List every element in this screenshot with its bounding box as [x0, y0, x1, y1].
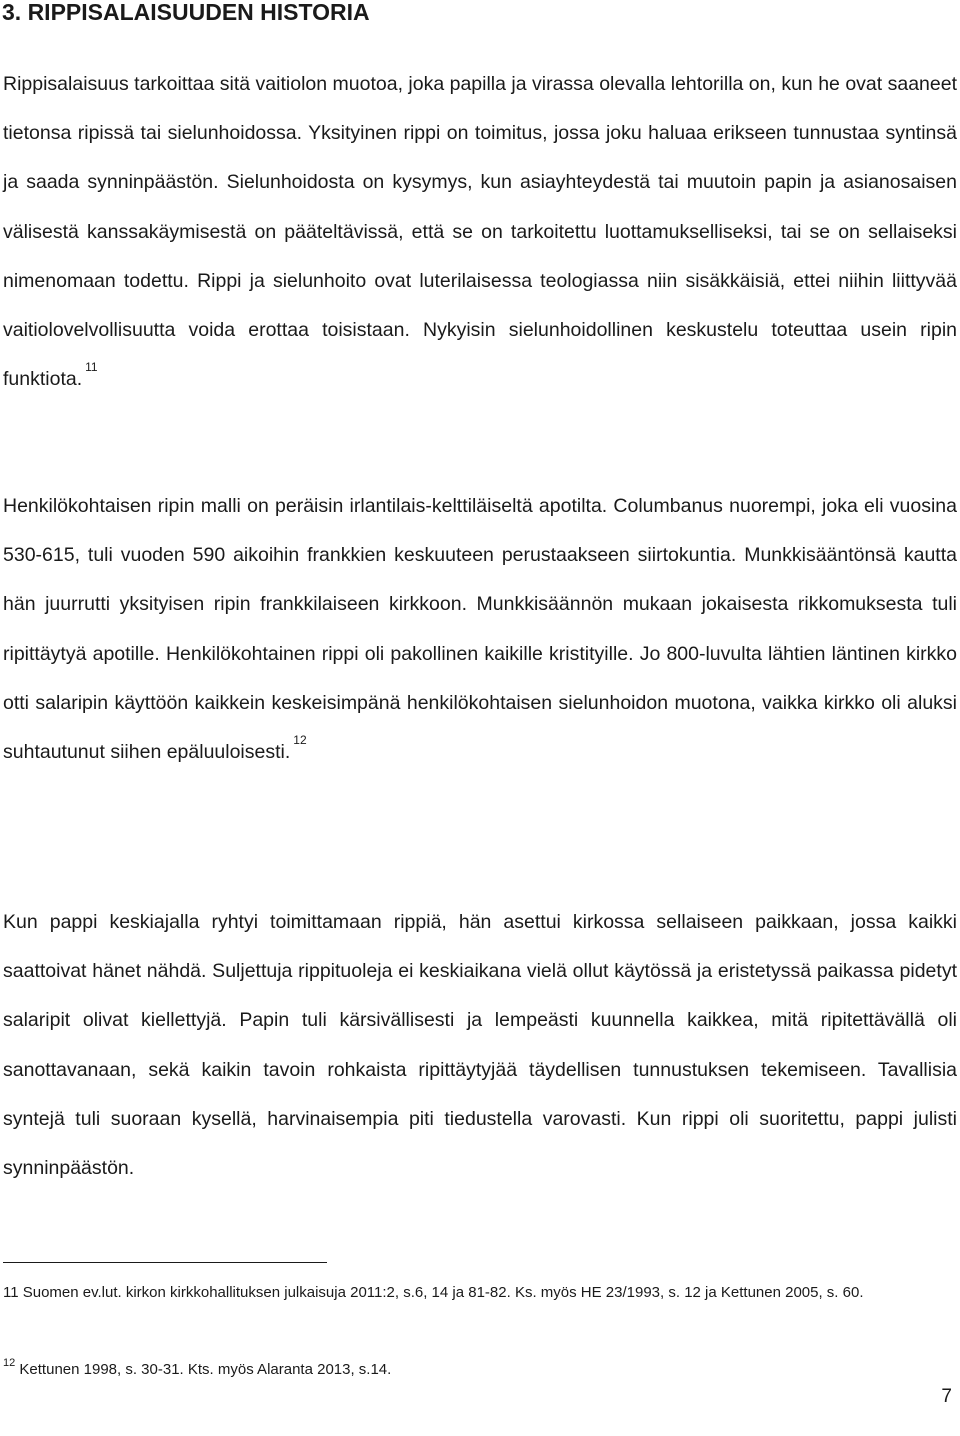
footnote-11: [3, 1279, 957, 1307]
paragraph-1-text: Rippisalaisuus tarkoittaa sitä vaitiolon muotoa, joka papilla ja virassa olevalla lehtorilla on, kun he ovat saaneet tietonsa ripissä tai sielunhoidossa. Yksityinen rippi on toimitus, jossa joku haluaa erikseen tunnustaa syntinsä ja saada synninpäästön. Sielunhoidosta on kysymys, kun asiayhteydestä tai muutoin papin ja asianosaisen välisestä kanssakäymisestä on pääteltävissä, että se on tarkoitettu luottamukselliseksi, tai se on sellaiseksi nimenomaan todettu. Rippi ja sielunhoito ovat luterilaisessa teologiassa niin sisäkkäisiä, ettei niihin liittyvää vaitiolovelvollisuutta voida erottaa toisistaan. Nykyisin sielunhoidollinen keskustelu toteuttaa usein ripin funktiota.: [3, 73, 957, 391]
paragraph-2-text: Henkilökohtaisen ripin malli on peräisin irlantilais-kelttiläiseltä apotilta. Columbanus nuorempi, joka eli vuosina 530-615, tuli vuoden 590 aikoihin frankkien keskuuteen perustaakseen siirtokuntia. Munkkisääntönsä kautta hän juurrutti yksityisen ripin frankkilaiseen kirkkoon. Munkkisäännön mukaan jokaisesta rikkomuksesta tuli ripittäytyä apotille. Henkilökohtainen rippi oli pakollinen kaikille kristityille. Jo 800-luvulta lähtien läntinen kirkko otti salaripin käyttöön kaikkein keskeisimpänä henkilökohtaisen sielunhoidon muotona, vaikka kirkko oli aluksi suhtautunut siihen epäluuloisesti.: [3, 495, 957, 764]
footnote-12-mark: 12: [3, 1357, 16, 1369]
paragraph-3-text: Kun pappi keskiajalla ryhtyi toimittamaan rippiä, hän asettui kirkossa sellaiseen paikkaan, jossa kaikki saattoivat hänet nähdä. Suljettuja rippituoleja ei keskiaikana vielä ollut käytössä ja eristetyssä paikassa pidetyt salaripit olivat kiellettyjä. Papin tuli kärsivällisesti ja lempeästi kuunnella kaikkea, mitä ripitettävällä oli sanottavanaan, sekä kaikin tavoin rohkaista ripittäytyjää täydellisen tunnustuksen tekemiseen. Tavallisia syntejä tuli suoraan kysellä, harvinaisempia piti tiedustella varovasti. Kun rippi oli suoritettu, pappi julisti synninpäästön.: [3, 911, 957, 1180]
footnote-12-text: Kettunen 1998, s. 30-31. Kts. myös Alaranta 2013, s.14.: [15, 1361, 392, 1378]
paragraph-3: [3, 898, 957, 1193]
footnote-11-text: 11 Suomen ev.lut. kirkon kirkkohallituksen julkaisuja 2011:2, s.6, 14 ja 81-82. Ks. myös HE 23/1993, s. 12 ja Kettunen 2005, s. 60.: [3, 1284, 864, 1301]
footnote-separator: [3, 1262, 327, 1263]
page-number: 7: [941, 1386, 952, 1407]
section-heading: 3. RIPPISALAISUUDEN HISTORIA: [2, 0, 370, 25]
footnote-reference-12: 12: [293, 733, 307, 748]
paragraph-1: [3, 60, 957, 404]
footnote-reference-11: 11: [85, 360, 98, 375]
footnote-12: [3, 1356, 957, 1385]
paragraph-2: [3, 482, 957, 777]
